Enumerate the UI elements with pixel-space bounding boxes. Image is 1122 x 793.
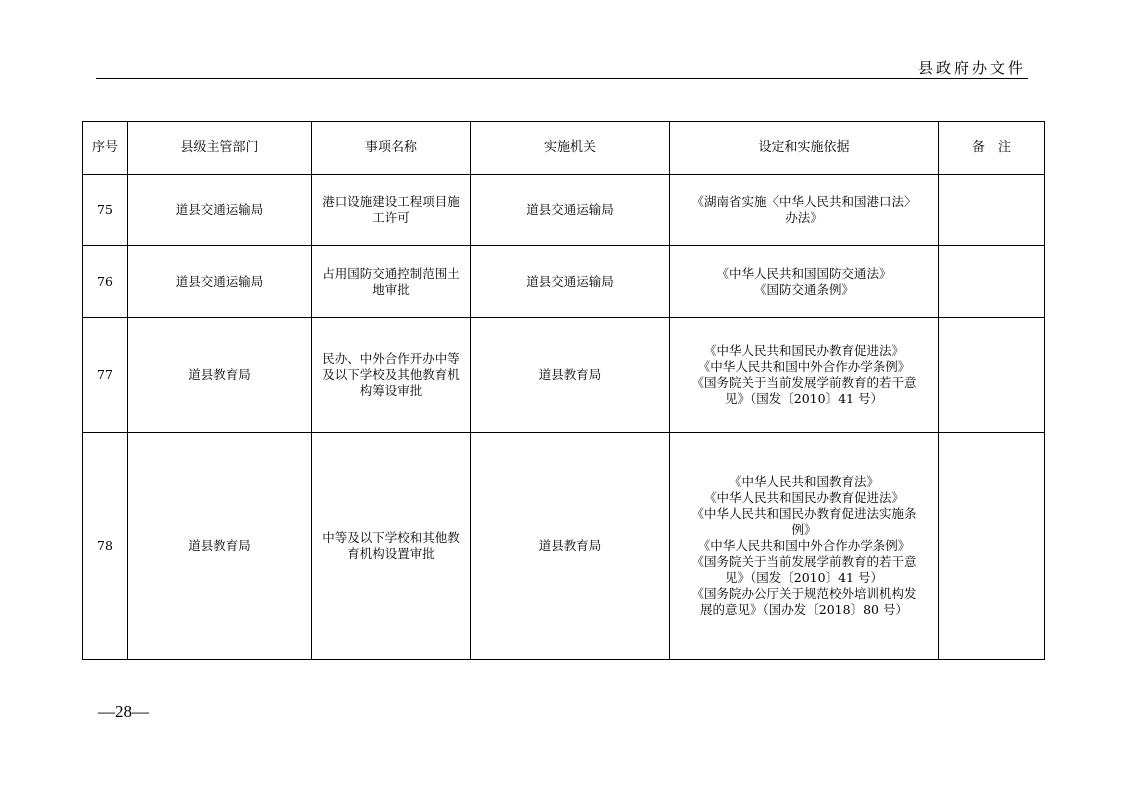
basis-line: 见》（国发〔2010〕41 号）	[725, 391, 883, 406]
row-dept: 道县教育局	[128, 318, 312, 433]
col-header-basis: 设定和实施依据	[670, 122, 939, 175]
row-agency: 道县教育局	[471, 433, 670, 660]
basis-line: 《国务院办公厅关于规范校外培训机构发	[691, 586, 917, 601]
row-no: 77	[83, 318, 128, 433]
row-agency: 道县交通运输局	[471, 246, 670, 318]
col-header-note: 备 注	[939, 122, 1045, 175]
basis-line: 《湖南省实施〈中华人民共和国港口法〉	[691, 194, 917, 209]
approval-items-table	[82, 121, 1045, 660]
row-item: 民办、中外合作开办中等及以下学校及其他教育机构筹设审批	[312, 318, 471, 433]
table-row	[83, 175, 1045, 246]
row-note	[939, 175, 1045, 246]
col-header-no: 序号	[83, 122, 128, 175]
basis-line: 《中华人民共和国民办教育促进法实施条	[691, 506, 917, 521]
row-no: 75	[83, 175, 128, 246]
basis-line: 展的意见》（国办发〔2018〕80 号）	[700, 602, 908, 617]
basis-line: 《中华人民共和国民办教育促进法》	[703, 343, 904, 358]
basis-line: 例》	[791, 522, 817, 537]
row-agency: 道县交通运输局	[471, 175, 670, 246]
row-note	[939, 246, 1045, 318]
row-no: 78	[83, 433, 128, 660]
col-header-dept: 县级主管部门	[128, 122, 312, 175]
basis-line: 见》（国发〔2010〕41 号）	[725, 570, 883, 585]
header-title: 县政府办文件	[917, 59, 1026, 77]
basis-line: 《中华人民共和国民办教育促进法》	[703, 490, 904, 505]
row-basis	[670, 175, 939, 246]
page-number: —28—	[98, 702, 149, 721]
row-basis	[670, 433, 939, 660]
basis-line: 《中华人民共和国国防交通法》	[716, 265, 892, 281]
row-item: 占用国防交通控制范围土地审批	[312, 246, 471, 318]
row-note	[939, 433, 1045, 660]
table-header-row	[83, 122, 1045, 175]
row-note	[939, 318, 1045, 433]
col-header-item: 事项名称	[312, 122, 471, 175]
row-no: 76	[83, 246, 128, 318]
row-basis	[670, 246, 939, 318]
basis-line: 办法》	[785, 210, 823, 225]
basis-line: 《中华人民共和国教育法》	[728, 474, 879, 489]
basis-line: 《国务院关于当前发展学前教育的若干意	[691, 554, 917, 569]
row-dept: 道县教育局	[128, 433, 312, 660]
row-basis	[670, 318, 939, 433]
row-dept: 道县交通运输局	[128, 246, 312, 318]
row-dept: 道县交通运输局	[128, 175, 312, 246]
row-item: 中等及以下学校和其他教育机构设置审批	[312, 433, 471, 660]
row-item: 港口设施建设工程项目施工许可	[312, 175, 471, 246]
basis-line: 《国防交通条例》	[753, 281, 854, 297]
table-row	[83, 246, 1045, 318]
col-header-agency: 实施机关	[471, 122, 670, 175]
row-agency: 道县教育局	[471, 318, 670, 433]
table-row	[83, 433, 1045, 660]
basis-line: 《国务院关于当前发展学前教育的若干意	[691, 375, 917, 390]
basis-line: 《中华人民共和国中外合作办学条例》	[697, 359, 911, 374]
basis-line: 《中华人民共和国中外合作办学条例》	[697, 538, 911, 553]
table-row	[83, 318, 1045, 433]
header-rule	[96, 78, 1028, 79]
